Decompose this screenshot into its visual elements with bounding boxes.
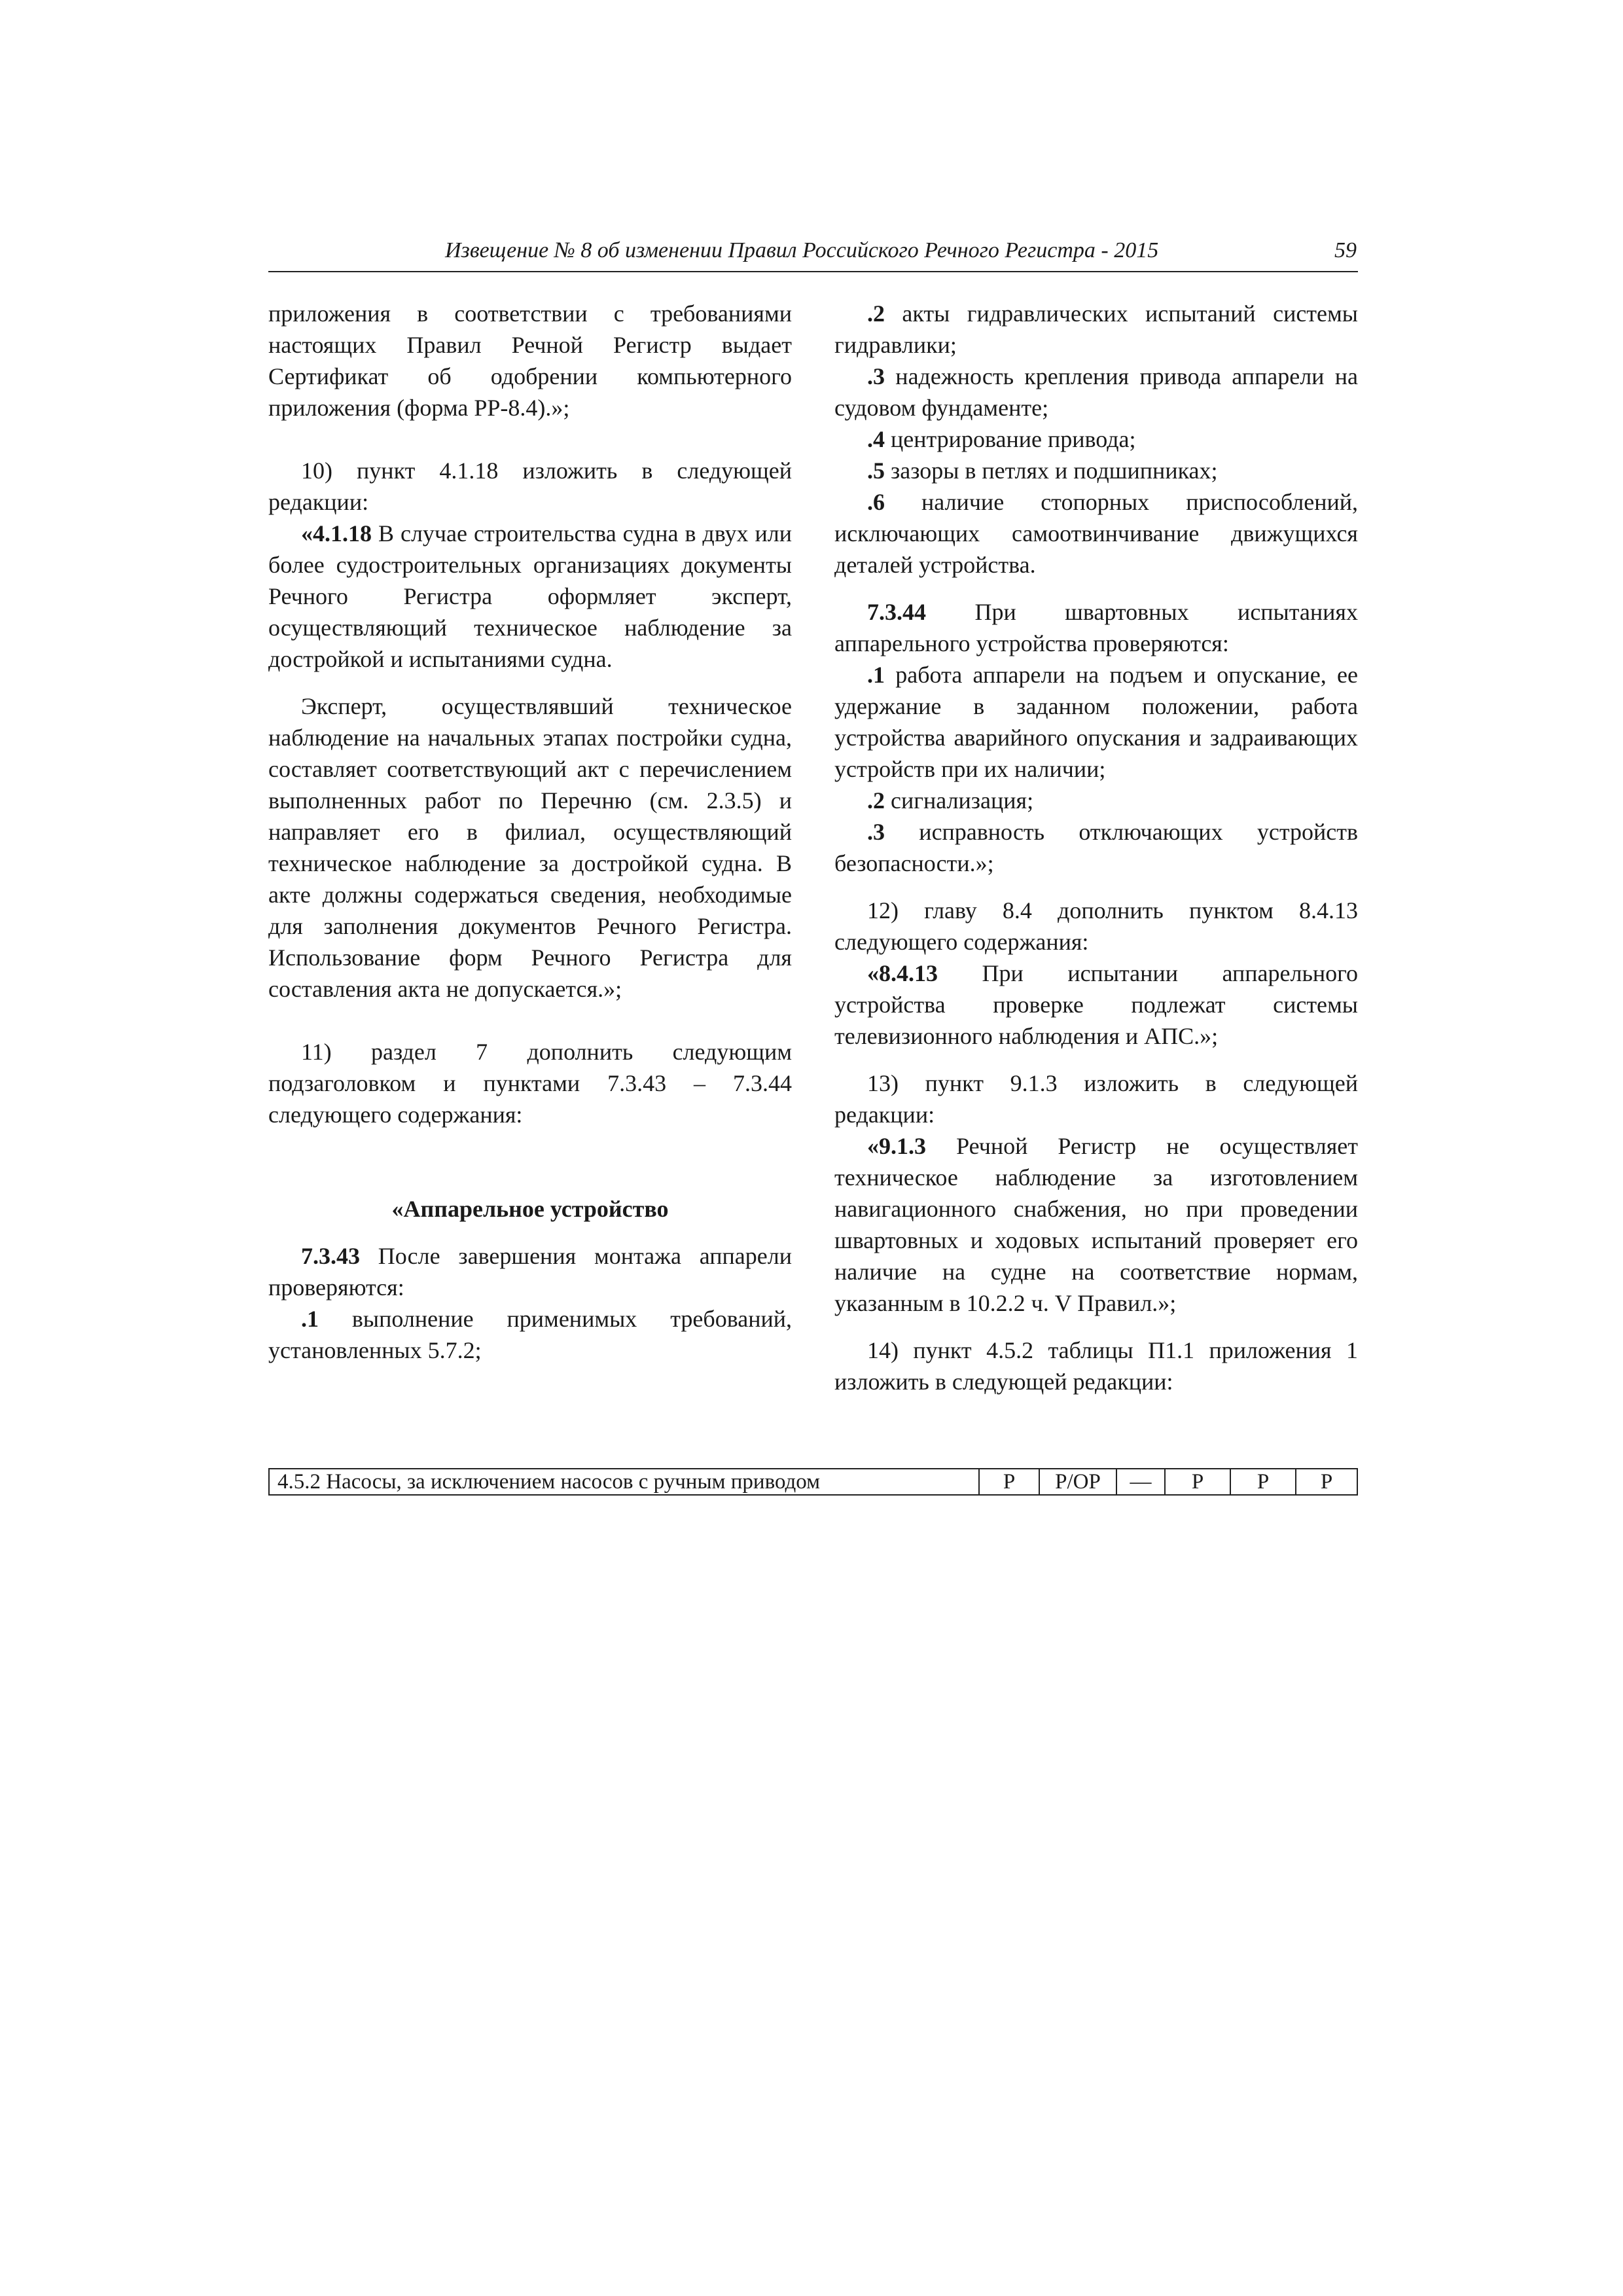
subitem	[834, 816, 1358, 879]
subitem-text: исправность отключающих устройств безопасности.»;	[834, 819, 1358, 876]
table-cell: Р	[1230, 1469, 1295, 1494]
subitem-text: сигнализация;	[885, 787, 1034, 814]
subitem-number: .1	[867, 662, 885, 688]
subitem-number: .4	[867, 426, 885, 452]
table-cell: Р/ОР	[1039, 1469, 1116, 1494]
table-cell-label: 4.5.2 Насосы, за исключением насосов с ручным приводом	[277, 1470, 821, 1494]
subitem-number: .3	[867, 819, 885, 845]
subitem	[834, 298, 1358, 361]
subitem-text: зазоры в петлях и подшипниках;	[885, 457, 1218, 484]
subitem	[268, 1303, 792, 1366]
clause-text: Речной Регистр не осуществляет техническое наблюдение за изготовлением навигационного снабжения, но при проведении швартовных и ходовых испытаний проверяет его наличие на судне на соответствие нормам, указанным в 10.2.2 ч. V Правил.»;	[834, 1133, 1358, 1316]
subitem	[834, 361, 1358, 423]
left-column	[268, 298, 792, 1366]
table-cell: Р	[978, 1469, 1039, 1494]
clause-number: «8.4.13	[867, 960, 938, 986]
item-10: 10) пункт 4.1.18 изложить в следующей редакции:	[268, 457, 792, 515]
clause-number: «9.1.3	[867, 1133, 926, 1159]
subitem-text: надежность крепления привода аппарели на судовом фундаменте;	[834, 363, 1358, 421]
table-cell: Р	[1295, 1469, 1357, 1494]
item-12: 12) главу 8.4 дополнить пунктом 8.4.13 следующего содержания:	[834, 897, 1358, 955]
subitem-text: акты гидравлических испытаний системы гидравлики;	[834, 300, 1358, 358]
clause-text: В случае строительства судна в двух или более судостроительных организациях документы Речного Регистра оформляет эксперт, осуществляющий техническое наблюдение за достройкой и испытаниями судна.	[268, 520, 792, 672]
subitem-text: выполнение применимых требований, установленных 5.7.2;	[268, 1306, 792, 1363]
subitem-number: .1	[301, 1306, 319, 1332]
item-13: 13) пункт 9.1.3 изложить в следующей редакции:	[834, 1070, 1358, 1128]
clause-9-1-3	[834, 1130, 1358, 1319]
table-row	[268, 1468, 1358, 1496]
clause-7-3-44	[834, 596, 1358, 659]
right-column	[834, 298, 1358, 1397]
subitem-number: .5	[867, 457, 885, 484]
clause-number: 7.3.43	[301, 1243, 360, 1269]
subitem-number: .2	[867, 300, 885, 327]
subitem-text: наличие стопорных приспособлений, исключающих самоотвинчивание движущихся деталей устройства.	[834, 489, 1358, 578]
page-header	[268, 237, 1358, 272]
subitem	[834, 423, 1358, 455]
item-11: 11) раздел 7 дополнить следующим подзаголовком и пунктами 7.3.43 – 7.3.44 следующего содержания:	[268, 1039, 792, 1128]
header-title: Извещение № 8 об изменении Правил Российского Речного Регистра - 2015	[445, 238, 1159, 262]
clause-text: При швартовных испытаниях аппарельного устройства проверяются:	[834, 599, 1358, 656]
section-heading: «Аппарельное устройство	[391, 1196, 669, 1222]
subitem	[834, 455, 1358, 486]
clause-text: При испытании аппарельного устройства проверке подлежат системы телевизионного наблюдения и АПС.»;	[834, 960, 1358, 1049]
subitem-number: .2	[867, 787, 885, 814]
clause-7-3-43	[268, 1240, 792, 1303]
clause-8-4-13	[834, 958, 1358, 1052]
table-cell: —	[1116, 1469, 1164, 1494]
paragraph-continuation: приложения в соответствии с требованиями настоящих Правил Речной Регистр выдает Сертификат об одобрении компьютерного приложения (форма РР-8.4).»;	[268, 300, 792, 421]
clause-number: 7.3.44	[867, 599, 926, 625]
subitem-text: работа аппарели на подъем и опускание, ее удержание в заданном положении, работа устройства аварийного опускания и задраивающих устройств при их наличии;	[834, 662, 1358, 782]
table-cell: Р	[1164, 1469, 1230, 1494]
subitem	[834, 486, 1358, 581]
page-number: 59	[1334, 238, 1357, 262]
subitem-number: .3	[867, 363, 885, 389]
item-14: 14) пункт 4.5.2 таблицы П1.1 приложения 1 изложить в следующей редакции:	[834, 1337, 1358, 1395]
clause-number: «4.1.18	[301, 520, 372, 547]
subitem-number: .6	[867, 489, 885, 515]
subitem	[834, 785, 1358, 816]
clause-text: После завершения монтажа аппарели проверяются:	[268, 1243, 792, 1300]
subitem-text: центрирование привода;	[885, 426, 1136, 452]
paragraph-expert: Эксперт, осуществлявший техническое наблюдение на начальных этапах постройки судна, составляет соответствующий акт с перечислением выполненных работ по Перечню (см. 2.3.5) и направляет его в филиал, осуществляющий техническое наблюдение за достройкой судна. В акте должны содержаться сведения, необходимые для заполнения документов Речного Регистра. Использование форм Речного Регистра для составления акта не допускается.»;	[268, 693, 792, 1002]
clause-4-1-18	[268, 518, 792, 675]
subitem	[834, 659, 1358, 785]
